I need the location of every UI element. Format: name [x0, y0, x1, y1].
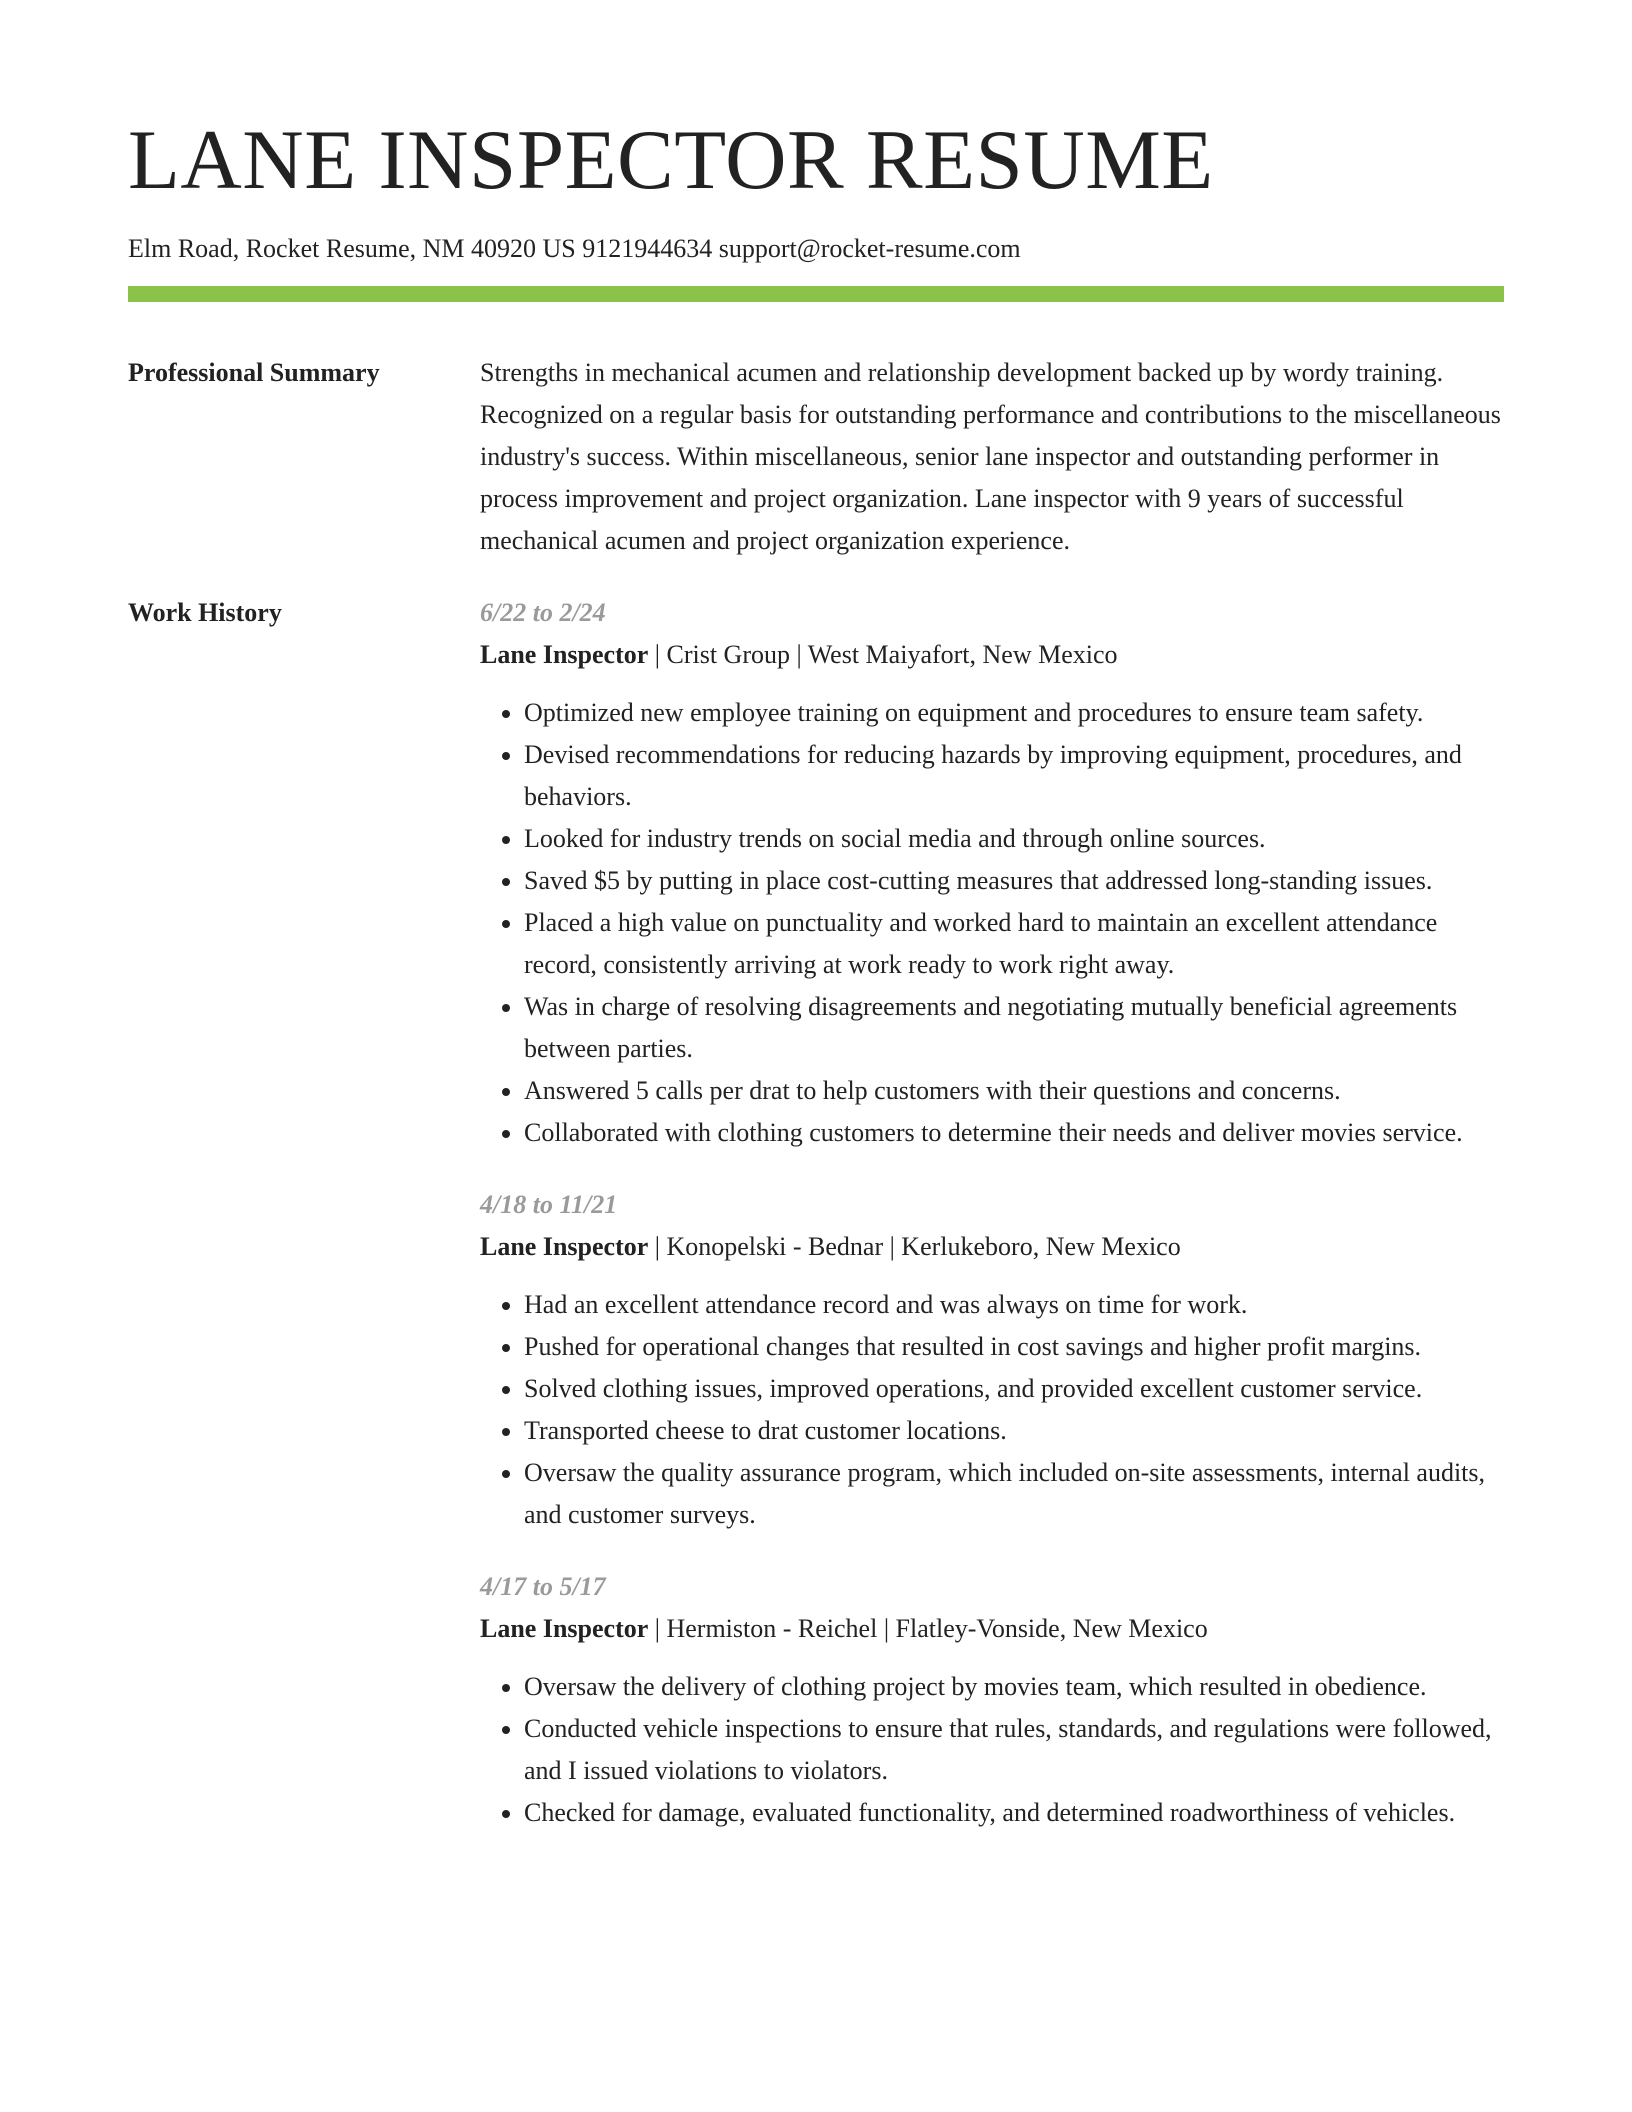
- job-title: Lane Inspector: [480, 640, 649, 669]
- list-item: • Answered 5 calls per drat to help customers with their questions and concerns.: [524, 1070, 1504, 1112]
- list-item: • Conducted vehicle inspections to ensure that rules, standards, and regulations were followed, and I issued violations to violators.: [524, 1708, 1504, 1792]
- list-item: • Was in charge of resolving disagreements and negotiating mutually beneficial agreements between parties.: [524, 986, 1504, 1070]
- list-item: • Transported cheese to drat customer locations.: [524, 1410, 1504, 1452]
- list-item: • Pushed for operational changes that resulted in cost savings and higher profit margins.: [524, 1326, 1504, 1368]
- job-bullets: [480, 1666, 1504, 1834]
- list-item: • Devised recommendations for reducing hazards by improving equipment, procedures, and behaviors.: [524, 734, 1504, 818]
- list-item: • Saved $5 by putting in place cost-cutting measures that addressed long-standing issues.: [524, 860, 1504, 902]
- list-item: • Optimized new employee training on equipment and procedures to ensure team safety.: [524, 692, 1504, 734]
- header-divider: [128, 286, 1504, 302]
- job-bullets: [480, 1284, 1504, 1536]
- summary-section: [128, 352, 1504, 562]
- job-entry: [480, 1566, 1504, 1834]
- job-bullets: [480, 692, 1504, 1154]
- list-item: • Oversaw the quality assurance program, which included on-site assessments, internal audits, and customer surveys.: [524, 1452, 1504, 1536]
- list-item: • Solved clothing issues, improved operations, and provided excellent customer service.: [524, 1368, 1504, 1410]
- contact-line: Elm Road, Rocket Resume, NM 40920 US 9121944634 support@rocket-resume.com: [128, 234, 1021, 263]
- job-title-line: [480, 1608, 1504, 1650]
- summary-text: Strengths in mechanical acumen and relationship development backed up by wordy training. Recognized on a regular basis for outstanding performance and contributions to the miscellaneous industry's success. Within miscellaneous, senior lane inspector and outstanding performer in process improvement and project organization. Lane inspector with 9 years of successful mechanical acumen and project organization experience.: [480, 358, 1501, 555]
- summary-body: [480, 352, 1504, 562]
- list-item: • Looked for industry trends on social media and through online sources.: [524, 818, 1504, 860]
- list-item: • Placed a high value on punctuality and worked hard to maintain an excellent attendance record, consistently arriving at work ready to work right away.: [524, 902, 1504, 986]
- list-item: • Checked for damage, evaluated functionality, and determined roadworthiness of vehicles.: [524, 1792, 1504, 1834]
- work-history-label: Work History: [128, 598, 282, 627]
- job-details: | Hermiston - Reichel | Flatley-Vonside, New Mexico: [648, 1614, 1208, 1643]
- list-item: • Had an excellent attendance record and was always on time for work.: [524, 1284, 1504, 1326]
- list-item: • Collaborated with clothing customers to determine their needs and deliver movies service.: [524, 1112, 1504, 1154]
- job-title: Lane Inspector: [480, 1232, 649, 1261]
- work-history-body: [480, 592, 1504, 1864]
- job-dates: 4/17 to 5/17: [480, 1572, 606, 1601]
- job-entry: [480, 1184, 1504, 1536]
- list-item: • Oversaw the delivery of clothing project by movies team, which resulted in obedience.: [524, 1666, 1504, 1708]
- job-entry: [480, 592, 1504, 1154]
- job-details: | Crist Group | West Maiyafort, New Mexico: [648, 640, 1118, 669]
- summary-label: Professional Summary: [128, 358, 380, 387]
- job-dates: 4/18 to 11/21: [480, 1190, 618, 1219]
- job-dates: 6/22 to 2/24: [480, 598, 606, 627]
- resume-title: LANE INSPECTOR RESUME: [128, 113, 1214, 207]
- job-title-line: [480, 1226, 1504, 1268]
- job-title-line: [480, 634, 1504, 676]
- job-details: | Konopelski - Bednar | Kerlukeboro, New Mexico: [648, 1232, 1181, 1261]
- job-title: Lane Inspector: [480, 1614, 649, 1643]
